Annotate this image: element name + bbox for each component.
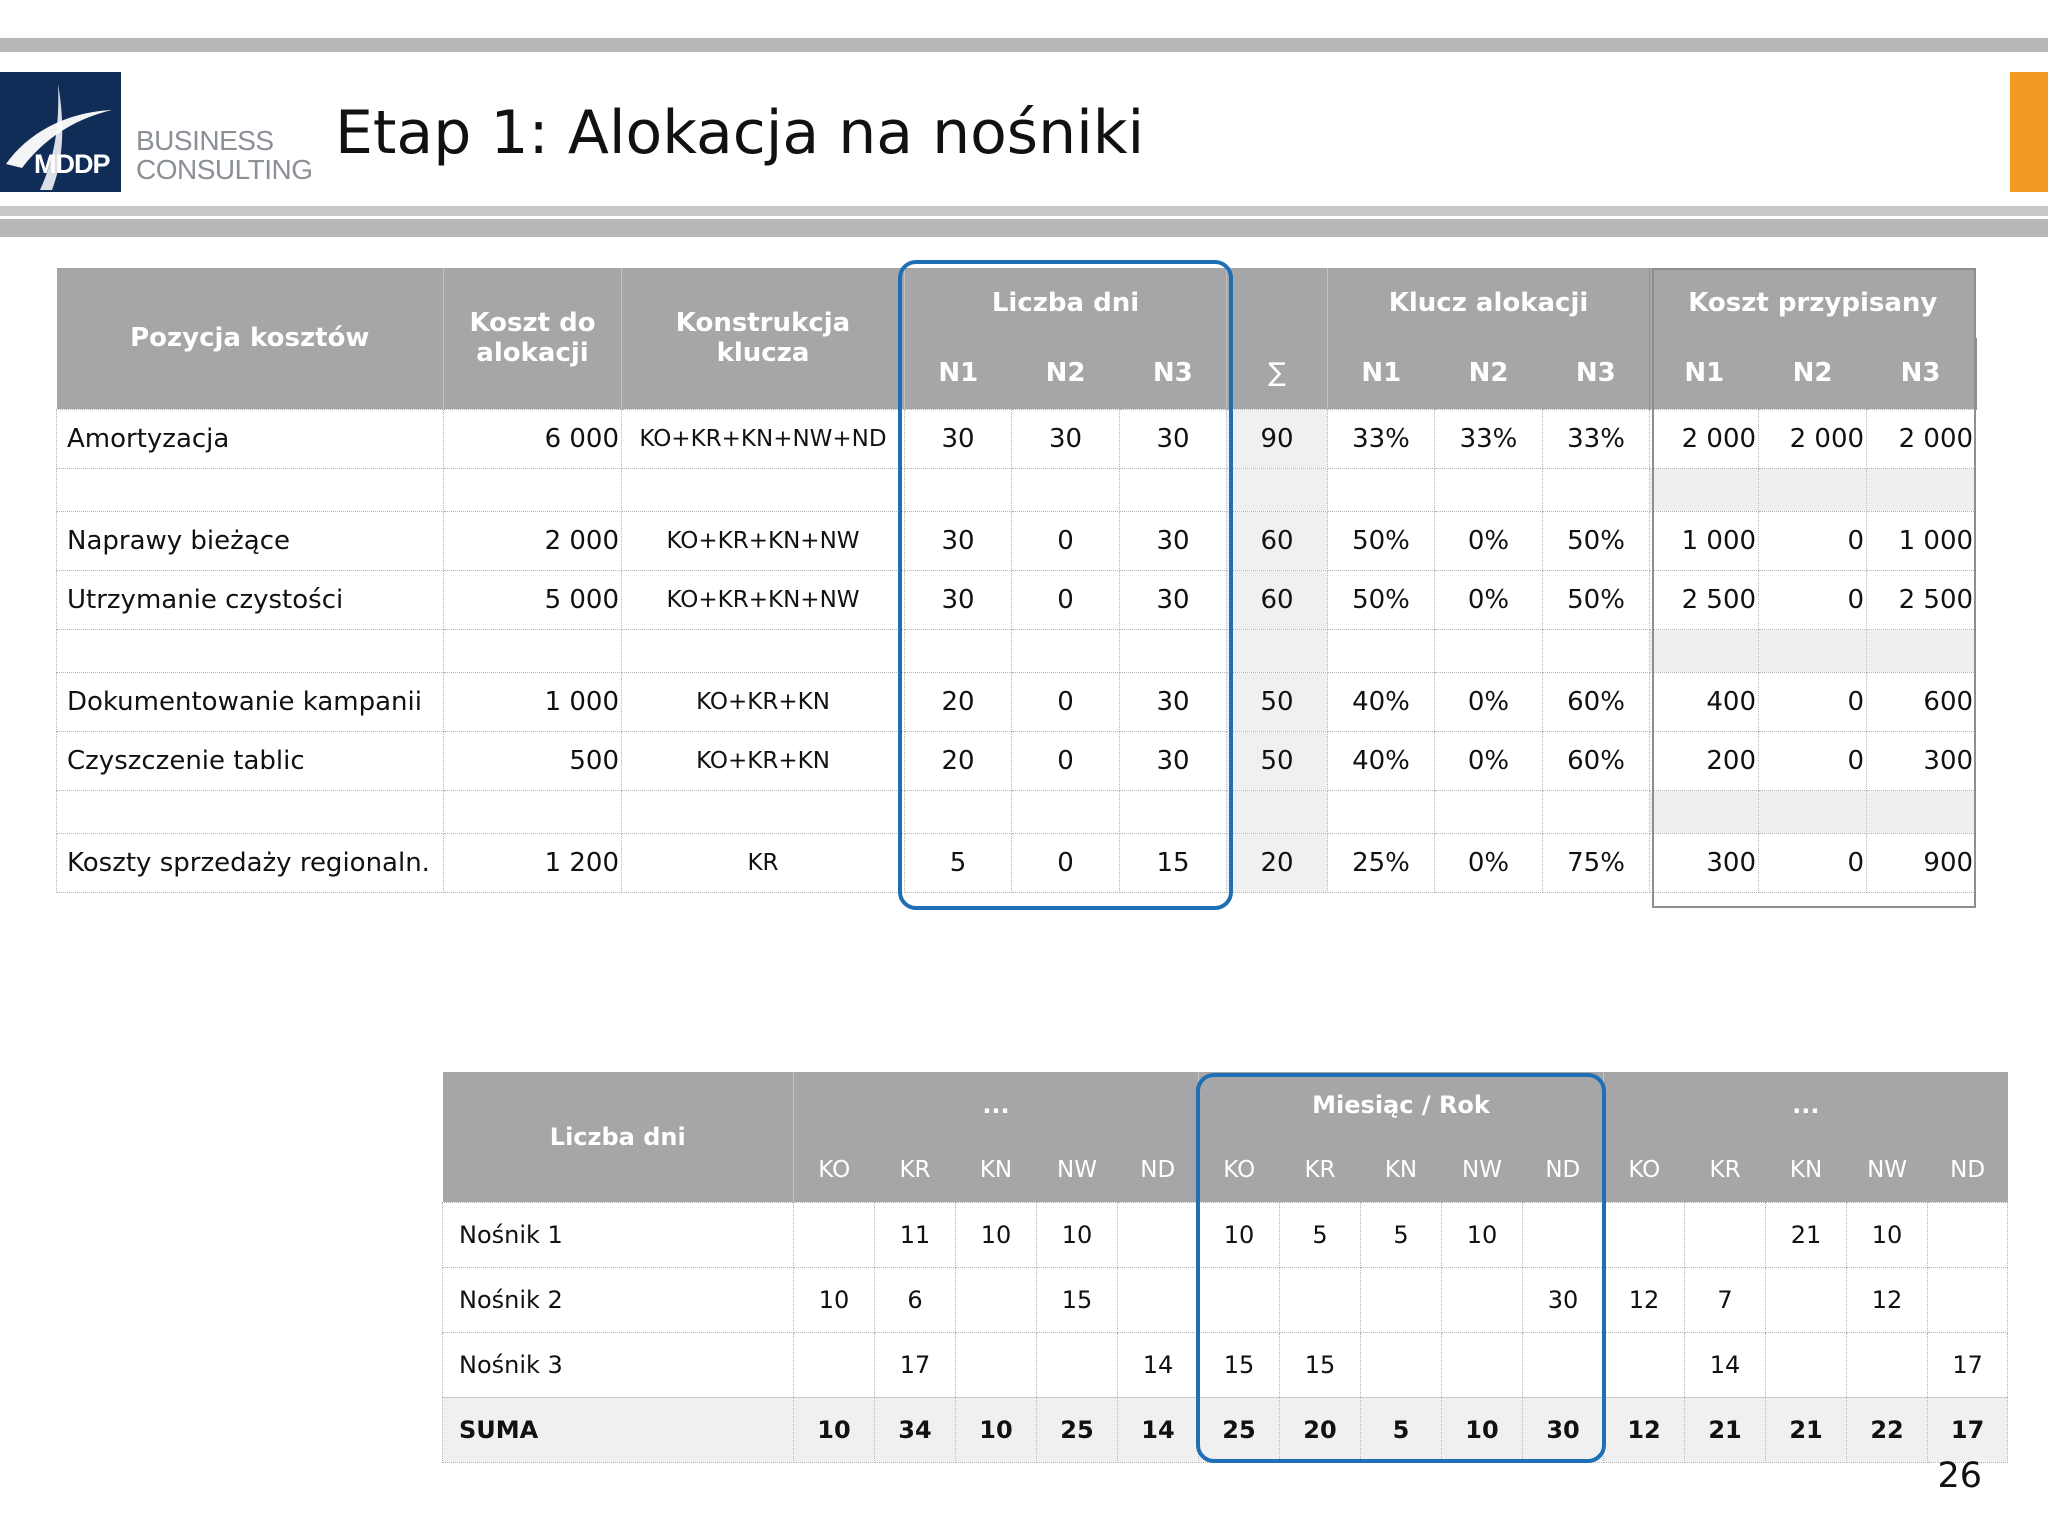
table-row (57, 833, 1976, 892)
logo-line-consulting: CONSULTING (136, 154, 313, 185)
group-header-next: ... (1604, 1072, 2008, 1138)
subheader-kr: KR (1280, 1138, 1361, 1202)
cell-klucz-n1: 40% (1328, 672, 1435, 731)
allocation-table (56, 268, 1977, 893)
cell-dni-n2: 0 (1012, 833, 1120, 892)
koszt-header-line1: Koszt do (469, 308, 596, 339)
cell-days: 10 (794, 1397, 875, 1462)
summary-row (443, 1397, 2008, 1462)
spacer-cell (1543, 790, 1650, 833)
spacer-cell (1435, 790, 1543, 833)
cell-koszt: 6 000 (444, 409, 622, 468)
cell-klucz-n3: 60% (1543, 672, 1650, 731)
cell-przypisany-n2: 0 (1759, 511, 1867, 570)
spacer-cell (1120, 790, 1227, 833)
cell-days: 5 (1280, 1202, 1361, 1267)
cell-pozycja: Czyszczenie tablic (57, 731, 444, 790)
cell-przypisany-n1: 2 500 (1650, 570, 1759, 629)
cell-days (1523, 1332, 1604, 1397)
cell-days: 12 (1847, 1267, 1928, 1332)
cell-days (1847, 1332, 1928, 1397)
spacer-cell (1759, 468, 1867, 511)
cell-klucz-n1: 50% (1328, 511, 1435, 570)
group-header-liczba-dni: Liczba dni (905, 268, 1227, 338)
spacer-row (57, 468, 1976, 511)
cell-sum: 90 (1227, 409, 1328, 468)
cell-days: 22 (1847, 1397, 1928, 1462)
subheader-nw: NW (1037, 1138, 1118, 1202)
cell-dni-n1: 5 (905, 833, 1012, 892)
cell-koszt: 1 000 (444, 672, 622, 731)
spacer-cell (1650, 790, 1759, 833)
cell-pozycja: Amortyzacja (57, 409, 444, 468)
cell-days: 14 (1118, 1397, 1199, 1462)
cell-przypisany-n3: 2 000 (1867, 409, 1976, 468)
cell-days (794, 1332, 875, 1397)
row-label: Nośnik 2 (443, 1267, 794, 1332)
subheader-kn: KN (956, 1138, 1037, 1202)
cell-sum: 60 (1227, 570, 1328, 629)
cell-days (1361, 1267, 1442, 1332)
group-header-miesiac-rok: Miesiąc / Rok (1199, 1072, 1604, 1138)
cell-days (1442, 1332, 1523, 1397)
cell-koszt: 2 000 (444, 511, 622, 570)
table-row (57, 511, 1976, 570)
cell-dni-n3: 30 (1120, 570, 1227, 629)
cell-klucz-n2: 0% (1435, 672, 1543, 731)
spacer-cell (905, 790, 1012, 833)
subheader-nd: ND (1118, 1138, 1199, 1202)
cell-przypisany-n2: 0 (1759, 672, 1867, 731)
cell-days: 10 (794, 1267, 875, 1332)
cell-days: 6 (875, 1267, 956, 1332)
cell-dni-n3: 30 (1120, 731, 1227, 790)
spacer-cell (1227, 790, 1328, 833)
table-row (57, 409, 1976, 468)
konstrukcja-header-line1: Konstrukcja (675, 308, 851, 339)
subheader-dni-n3: N3 (1120, 338, 1227, 409)
cell-days: 10 (1442, 1202, 1523, 1267)
spacer-cell (1867, 790, 1976, 833)
group-header-klucz-alokacji: Klucz alokacji (1328, 268, 1650, 338)
cell-days (1118, 1267, 1199, 1332)
cell-klucz-n1: 25% (1328, 833, 1435, 892)
subheader-kr: KR (1685, 1138, 1766, 1202)
cell-klucz-n3: 75% (1543, 833, 1650, 892)
logo-line-business: BUSINESS (136, 125, 274, 156)
cell-days (1604, 1202, 1685, 1267)
cell-klucz-n3: 50% (1543, 511, 1650, 570)
header-bottom-bar (0, 219, 2048, 237)
cell-days (1361, 1332, 1442, 1397)
cell-days: 10 (1199, 1202, 1280, 1267)
sigma-header-spacer (1227, 268, 1328, 338)
cell-days: 17 (875, 1332, 956, 1397)
cell-days: 30 (1523, 1397, 1604, 1462)
cell-sum: 60 (1227, 511, 1328, 570)
cell-days: 25 (1037, 1397, 1118, 1462)
spacer-cell (1543, 629, 1650, 672)
spacer-cell (1867, 629, 1976, 672)
row-label: Nośnik 3 (443, 1332, 794, 1397)
logo-wordmark (136, 126, 313, 184)
table-row (57, 570, 1976, 629)
subheader-nd: ND (1928, 1138, 2008, 1202)
cell-dni-n3: 30 (1120, 511, 1227, 570)
subheader-ko: KO (794, 1138, 875, 1202)
cell-days: 12 (1604, 1267, 1685, 1332)
page-number: 26 (1937, 1456, 1982, 1496)
spacer-row (57, 790, 1976, 833)
cell-days (1604, 1332, 1685, 1397)
cell-przypisany-n1: 2 000 (1650, 409, 1759, 468)
cell-days: 5 (1361, 1202, 1442, 1267)
cell-klucz-n2: 0% (1435, 511, 1543, 570)
spacer-cell (444, 629, 622, 672)
group-header-prev: ... (794, 1072, 1199, 1138)
cell-dni-n2: 0 (1012, 731, 1120, 790)
row-label: Nośnik 1 (443, 1202, 794, 1267)
cell-przypisany-n1: 400 (1650, 672, 1759, 731)
cell-days: 25 (1199, 1397, 1280, 1462)
spacer-cell (622, 468, 905, 511)
subheader-ko: KO (1199, 1138, 1280, 1202)
cell-days (1118, 1202, 1199, 1267)
cell-przypisany-n2: 0 (1759, 833, 1867, 892)
cell-dni-n1: 30 (905, 409, 1012, 468)
cell-days (956, 1267, 1037, 1332)
top-gray-bar (0, 38, 2048, 52)
cell-klucz-n1: 33% (1328, 409, 1435, 468)
spacer-cell (57, 790, 444, 833)
cell-days: 30 (1523, 1267, 1604, 1332)
col-header-pozycja: Pozycja kosztów (57, 268, 444, 409)
cell-przypisany-n1: 200 (1650, 731, 1759, 790)
spacer-cell (57, 629, 444, 672)
cell-days (956, 1332, 1037, 1397)
spacer-cell (622, 790, 905, 833)
spacer-cell (1012, 468, 1120, 511)
cell-sum: 20 (1227, 833, 1328, 892)
spacer-cell (1120, 468, 1227, 511)
spacer-cell (1328, 468, 1435, 511)
table-row (57, 731, 1976, 790)
cell-klucz-n2: 0% (1435, 570, 1543, 629)
cell-days (1766, 1267, 1847, 1332)
cell-klucz-n3: 60% (1543, 731, 1650, 790)
spacer-cell (1759, 629, 1867, 672)
cell-days: 15 (1280, 1332, 1361, 1397)
mddp-logo (0, 72, 121, 192)
row-label: SUMA (443, 1397, 794, 1462)
cell-pozycja: Dokumentowanie kampanii (57, 672, 444, 731)
table-row (443, 1332, 2008, 1397)
cell-klucz: KO+KR+KN+NW (622, 511, 905, 570)
spacer-cell (444, 790, 622, 833)
cell-days: 34 (875, 1397, 956, 1462)
cell-przypisany-n1: 1 000 (1650, 511, 1759, 570)
cell-koszt: 1 200 (444, 833, 622, 892)
table-row (443, 1267, 2008, 1332)
subheader-klucz-n2: N2 (1435, 338, 1543, 409)
cell-days: 21 (1766, 1397, 1847, 1462)
col-header-konstrukcja (622, 268, 905, 409)
cell-przypisany-n3: 2 500 (1867, 570, 1976, 629)
spacer-cell (1759, 790, 1867, 833)
cell-days: 7 (1685, 1267, 1766, 1332)
spacer-cell (1012, 790, 1120, 833)
spacer-cell (622, 629, 905, 672)
cell-sum: 50 (1227, 672, 1328, 731)
cell-days: 11 (875, 1202, 956, 1267)
cell-przypisany-n2: 2 000 (1759, 409, 1867, 468)
cell-days (1928, 1202, 2008, 1267)
subheader-koszt-n3: N3 (1867, 338, 1976, 409)
cell-sum: 50 (1227, 731, 1328, 790)
cell-dni-n2: 0 (1012, 570, 1120, 629)
cell-klucz-n2: 33% (1435, 409, 1543, 468)
cell-koszt: 5 000 (444, 570, 622, 629)
table-row (57, 672, 1976, 731)
spacer-row (57, 629, 1976, 672)
subheader-koszt-n2: N2 (1759, 338, 1867, 409)
cell-klucz-n3: 50% (1543, 570, 1650, 629)
cell-days (1037, 1332, 1118, 1397)
cell-klucz-n2: 0% (1435, 731, 1543, 790)
spacer-cell (1012, 629, 1120, 672)
cell-przypisany-n2: 0 (1759, 731, 1867, 790)
cell-przypisany-n3: 900 (1867, 833, 1976, 892)
cell-klucz: KO+KR+KN+NW+ND (622, 409, 905, 468)
spacer-cell (1867, 468, 1976, 511)
subheader-kr: KR (875, 1138, 956, 1202)
cell-days: 17 (1928, 1397, 2008, 1462)
cell-dni-n1: 20 (905, 672, 1012, 731)
cell-przypisany-n2: 0 (1759, 570, 1867, 629)
cell-dni-n3: 30 (1120, 409, 1227, 468)
cell-days: 15 (1037, 1267, 1118, 1332)
col-header-koszt (444, 268, 622, 409)
cell-days: 10 (956, 1202, 1037, 1267)
spacer-cell (1227, 629, 1328, 672)
spacer-cell (905, 629, 1012, 672)
subheader-dni-n1: N1 (905, 338, 1012, 409)
spacer-cell (1435, 629, 1543, 672)
days-per-carrier-table (442, 1072, 2008, 1463)
cell-days (1685, 1202, 1766, 1267)
konstrukcja-header-line2: klucza (716, 338, 810, 369)
spacer-cell (1120, 629, 1227, 672)
cell-przypisany-n1: 300 (1650, 833, 1759, 892)
cell-days (1766, 1332, 1847, 1397)
subheader-ko: KO (1604, 1138, 1685, 1202)
cell-days (1199, 1267, 1280, 1332)
cell-przypisany-n3: 300 (1867, 731, 1976, 790)
cell-days: 14 (1118, 1332, 1199, 1397)
cell-dni-n3: 30 (1120, 672, 1227, 731)
cell-klucz-n2: 0% (1435, 833, 1543, 892)
spacer-cell (444, 468, 622, 511)
cell-klucz-n1: 40% (1328, 731, 1435, 790)
spacer-cell (57, 468, 444, 511)
subheader-kn: KN (1766, 1138, 1847, 1202)
cell-days: 10 (956, 1397, 1037, 1462)
spacer-cell (1328, 790, 1435, 833)
subheader-klucz-n1: N1 (1328, 338, 1435, 409)
cell-dni-n3: 15 (1120, 833, 1227, 892)
cell-days: 17 (1928, 1332, 2008, 1397)
cell-klucz-n3: 33% (1543, 409, 1650, 468)
spacer-cell (1328, 629, 1435, 672)
cell-days (1442, 1267, 1523, 1332)
cell-przypisany-n3: 600 (1867, 672, 1976, 731)
cell-dni-n2: 30 (1012, 409, 1120, 468)
cell-days (1280, 1267, 1361, 1332)
cell-klucz: KO+KR+KN (622, 672, 905, 731)
cell-days: 10 (1442, 1397, 1523, 1462)
spacer-cell (1227, 468, 1328, 511)
subheader-klucz-n3: N3 (1543, 338, 1650, 409)
cell-days: 10 (1037, 1202, 1118, 1267)
spacer-cell (1650, 629, 1759, 672)
koszt-header-line2: alokacji (476, 338, 589, 369)
cell-koszt: 500 (444, 731, 622, 790)
cell-przypisany-n3: 1 000 (1867, 511, 1976, 570)
spacer-cell (1543, 468, 1650, 511)
cell-pozycja: Naprawy bieżące (57, 511, 444, 570)
subheader-nd: ND (1523, 1138, 1604, 1202)
cell-dni-n2: 0 (1012, 672, 1120, 731)
cell-days: 21 (1766, 1202, 1847, 1267)
logo-mark-text: MDDP (34, 149, 110, 179)
orange-accent (2010, 72, 2048, 192)
slide-title: Etap 1: Alokacja na nośniki (335, 98, 1145, 168)
days-table-body (443, 1202, 2008, 1462)
cell-klucz: KO+KR+KN+NW (622, 570, 905, 629)
col-header-liczba-dni: Liczba dni (443, 1072, 794, 1202)
cell-days: 14 (1685, 1332, 1766, 1397)
group-header-koszt-przypisany: Koszt przypisany (1650, 268, 1976, 338)
cell-dni-n1: 30 (905, 570, 1012, 629)
cell-days (1523, 1202, 1604, 1267)
cell-klucz: KR (622, 833, 905, 892)
subheader-nw: NW (1442, 1138, 1523, 1202)
header-underline-bar (0, 206, 2048, 216)
spacer-cell (905, 468, 1012, 511)
cell-pozycja: Koszty sprzedaży regionaln. (57, 833, 444, 892)
spacer-cell (1650, 468, 1759, 511)
cell-days: 5 (1361, 1397, 1442, 1462)
table-row (443, 1202, 2008, 1267)
cell-dni-n2: 0 (1012, 511, 1120, 570)
cell-klucz: KO+KR+KN (622, 731, 905, 790)
cell-days (794, 1202, 875, 1267)
cell-days: 12 (1604, 1397, 1685, 1462)
cell-klucz-n1: 50% (1328, 570, 1435, 629)
cell-dni-n1: 30 (905, 511, 1012, 570)
spacer-cell (1435, 468, 1543, 511)
cell-days: 20 (1280, 1397, 1361, 1462)
cell-dni-n1: 20 (905, 731, 1012, 790)
subheader-kn: KN (1361, 1138, 1442, 1202)
subheader-nw: NW (1847, 1138, 1928, 1202)
cell-days (1928, 1267, 2008, 1332)
allocation-table-body (57, 409, 1976, 892)
cell-days: 15 (1199, 1332, 1280, 1397)
subheader-koszt-n1: N1 (1650, 338, 1759, 409)
cell-days: 21 (1685, 1397, 1766, 1462)
cell-days: 10 (1847, 1202, 1928, 1267)
subheader-sigma: ∑ (1227, 338, 1328, 409)
cell-pozycja: Utrzymanie czystości (57, 570, 444, 629)
subheader-dni-n2: N2 (1012, 338, 1120, 409)
